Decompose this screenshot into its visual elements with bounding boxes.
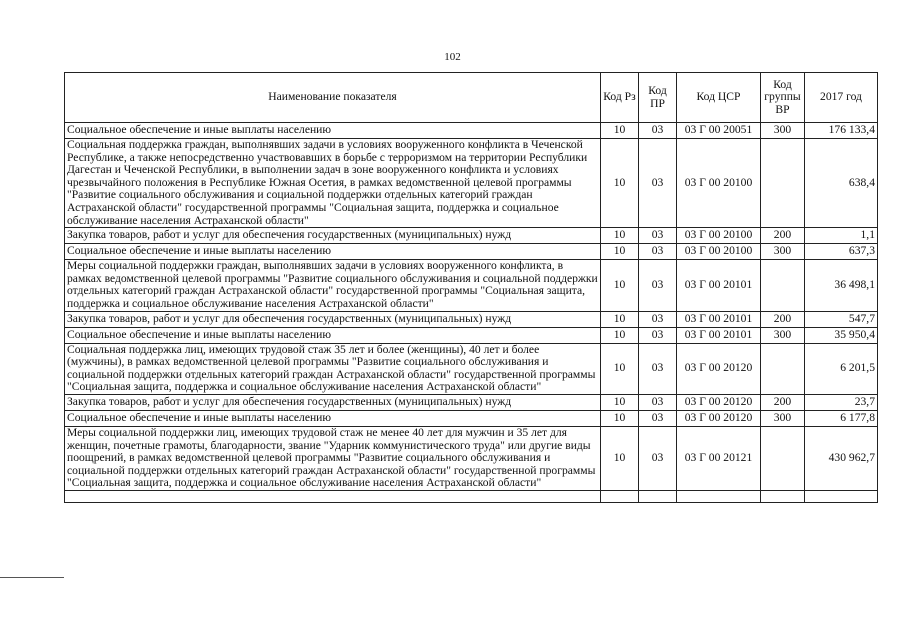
row-rz: 10 bbox=[601, 410, 639, 426]
row-vr: 300 bbox=[761, 244, 805, 260]
row-name: Меры социальной поддержки граждан, выполнявших задачи в условиях вооруженного конфликта, в рамках ведомственной целевой программы "Развитие социального обслуживания и социальной поддержки отдельных категорий граждан Астраханской области" государственной программы "Социальная защита, поддержка и социальное обслуживание населения Астраханской области" bbox=[65, 260, 601, 311]
row-vr bbox=[761, 426, 805, 490]
header-2017: 2017 год bbox=[805, 73, 878, 123]
row-rz: 10 bbox=[601, 228, 639, 244]
margin-rule bbox=[0, 577, 64, 578]
row-csr: 03 Г 00 20100 bbox=[677, 244, 761, 260]
row-rz: 10 bbox=[601, 343, 639, 394]
header-rz: Код Рз bbox=[601, 73, 639, 123]
row-vr: 200 bbox=[761, 311, 805, 327]
row-name: Закупка товаров, работ и услуг для обеспечения государственных (муниципальных) нужд bbox=[65, 228, 601, 244]
table-row bbox=[65, 123, 878, 139]
row-amount: 637,3 bbox=[805, 244, 878, 260]
header-csr: Код ЦСР bbox=[677, 73, 761, 123]
row-pr: 03 bbox=[639, 327, 677, 343]
row-amount: 23,7 bbox=[805, 394, 878, 410]
row-pr: 03 bbox=[639, 139, 677, 228]
row-csr: 03 Г 00 20101 bbox=[677, 311, 761, 327]
row-name: Социальная поддержка граждан, выполнявших задачи в условиях вооруженного конфликта в Чеченской Республике, а также непосредственно участвовавших в борьбе с терроризмом на территории Республики Дагестан и Чеченской Республики, в выполнении задач в зоне вооруженного конфликта и условиях чрезвычайного положения в Республике Южная Осетия, в рамках ведомственной целевой программы "Развитие социального обслуживания и социальной поддержки отдельных категорий граждан Астраханской области" государственной программы "Социальная защита, поддержка и социальное обслуживание населения Астраханской области" bbox=[65, 139, 601, 228]
table-row bbox=[65, 410, 878, 426]
row-amount: 6 201,5 bbox=[805, 343, 878, 394]
row-name: Закупка товаров, работ и услуг для обеспечения государственных (муниципальных) нужд bbox=[65, 311, 601, 327]
row-csr: 03 Г 00 20120 bbox=[677, 394, 761, 410]
row-csr: 03 Г 00 20121 bbox=[677, 426, 761, 490]
row-csr: 03 Г 00 20100 bbox=[677, 228, 761, 244]
table-row bbox=[65, 311, 878, 327]
row-csr bbox=[677, 490, 761, 502]
row-amount: 35 950,4 bbox=[805, 327, 878, 343]
row-name: Социальное обеспечение и иные выплаты населению bbox=[65, 123, 601, 139]
table-row bbox=[65, 343, 878, 394]
budget-table bbox=[64, 72, 878, 503]
table-row bbox=[65, 244, 878, 260]
row-name: Социальное обеспечение и иные выплаты населению bbox=[65, 244, 601, 260]
row-amount: 176 133,4 bbox=[805, 123, 878, 139]
table-row bbox=[65, 139, 878, 228]
row-vr: 200 bbox=[761, 228, 805, 244]
row-name: Закупка товаров, работ и услуг для обеспечения государственных (муниципальных) нужд bbox=[65, 394, 601, 410]
row-pr: 03 bbox=[639, 410, 677, 426]
row-rz: 10 bbox=[601, 260, 639, 311]
row-vr bbox=[761, 343, 805, 394]
row-rz: 10 bbox=[601, 139, 639, 228]
row-amount: 638,4 bbox=[805, 139, 878, 228]
table-row bbox=[65, 426, 878, 490]
row-rz: 10 bbox=[601, 394, 639, 410]
row-pr: 03 bbox=[639, 426, 677, 490]
row-pr: 03 bbox=[639, 244, 677, 260]
row-amount: 430 962,7 bbox=[805, 426, 878, 490]
row-pr: 03 bbox=[639, 394, 677, 410]
row-vr: 300 bbox=[761, 123, 805, 139]
row-rz: 10 bbox=[601, 123, 639, 139]
row-vr bbox=[761, 490, 805, 502]
row-amount: 6 177,8 bbox=[805, 410, 878, 426]
row-amount bbox=[805, 490, 878, 502]
table-row bbox=[65, 490, 878, 502]
row-amount: 36 498,1 bbox=[805, 260, 878, 311]
row-pr: 03 bbox=[639, 343, 677, 394]
row-rz: 10 bbox=[601, 311, 639, 327]
row-name bbox=[65, 490, 601, 502]
header-vr: Код группы ВР bbox=[761, 73, 805, 123]
row-vr bbox=[761, 139, 805, 228]
row-vr: 200 bbox=[761, 394, 805, 410]
table-row bbox=[65, 327, 878, 343]
row-rz: 10 bbox=[601, 244, 639, 260]
row-name: Социальное обеспечение и иные выплаты населению bbox=[65, 410, 601, 426]
row-pr: 03 bbox=[639, 228, 677, 244]
row-csr: 03 Г 00 20120 bbox=[677, 410, 761, 426]
row-rz: 10 bbox=[601, 426, 639, 490]
page-number: 102 bbox=[444, 51, 461, 63]
row-rz: 10 bbox=[601, 327, 639, 343]
row-vr bbox=[761, 260, 805, 311]
row-pr: 03 bbox=[639, 311, 677, 327]
row-amount: 547,7 bbox=[805, 311, 878, 327]
row-pr: 03 bbox=[639, 123, 677, 139]
row-amount: 1,1 bbox=[805, 228, 878, 244]
header-pr: Код ПР bbox=[639, 73, 677, 123]
row-csr: 03 Г 00 20100 bbox=[677, 139, 761, 228]
row-csr: 03 Г 00 20120 bbox=[677, 343, 761, 394]
row-vr: 300 bbox=[761, 410, 805, 426]
row-pr: 03 bbox=[639, 260, 677, 311]
row-csr: 03 Г 00 20101 bbox=[677, 327, 761, 343]
table-row bbox=[65, 260, 878, 311]
row-csr: 03 Г 00 20101 bbox=[677, 260, 761, 311]
row-name: Социальная поддержка лиц, имеющих трудовой стаж 35 лет и более (женщины), 40 лет и более (мужчины), в рамках ведомственной целевой программы "Развитие социального обслуживания и социальной поддержки отдельных категорий граждан Астраханской области" государственной программы "Социальная защита, поддержка и социальное обслуживание населения Астраханской области" bbox=[65, 343, 601, 394]
table-row bbox=[65, 228, 878, 244]
row-pr bbox=[639, 490, 677, 502]
row-rz bbox=[601, 490, 639, 502]
table-row bbox=[65, 394, 878, 410]
row-name: Меры социальной поддержки лиц, имеющих трудовой стаж не менее 40 лет для мужчин и 35 лет для женщин, почетные грамоты, благодарности, звание "Ударник коммунистического труда" или другие виды поощрений, в рамках ведомственной целевой программы "Развитие социального обслуживания и социальной поддержки отдельных категорий граждан Астраханской области" государственной программы "Социальная защита, поддержка и социальное обслуживание населения Астраханской области" bbox=[65, 426, 601, 490]
row-csr: 03 Г 00 20051 bbox=[677, 123, 761, 139]
row-vr: 300 bbox=[761, 327, 805, 343]
header-name: Наименование показателя bbox=[65, 73, 601, 123]
table-header-row bbox=[65, 73, 878, 123]
row-name: Социальное обеспечение и иные выплаты населению bbox=[65, 327, 601, 343]
